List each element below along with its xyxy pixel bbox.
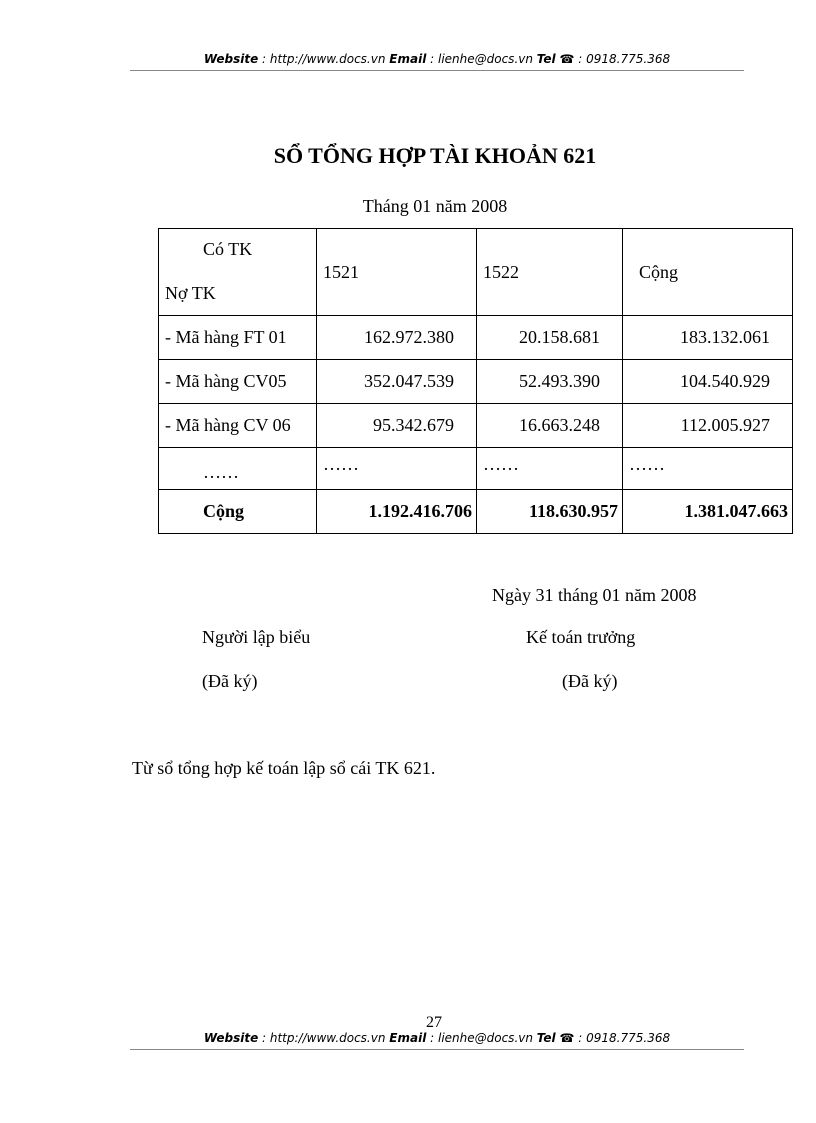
cell-value: 352.047.539 [317, 360, 477, 404]
row-label: - Mã hàng CV05 [159, 360, 317, 404]
website-value: : http://www.docs.vn [258, 1031, 390, 1045]
preparer-status: (Đã ký) [202, 671, 258, 691]
cell-value: …… [623, 448, 793, 490]
accountant-title: Kế toán trưởng [526, 627, 636, 647]
tel-value: : 0918.775.368 [574, 52, 671, 66]
page-number: 27 [426, 1014, 442, 1031]
credit-account-label: Có TK [203, 239, 253, 259]
column-header: 1521 [317, 229, 477, 316]
table-total-row [159, 490, 793, 534]
email-label: Email [389, 1031, 427, 1045]
website-label: Website [203, 52, 259, 66]
email-value: : lienhe@docs.vn [426, 52, 537, 66]
page-footer [130, 1031, 744, 1045]
cell-value: 95.342.679 [317, 404, 477, 448]
total-label: Cộng [159, 490, 317, 534]
total-value: 118.630.957 [477, 490, 623, 534]
cell-value: …… [317, 448, 477, 490]
total-value: 1.192.416.706 [317, 490, 477, 534]
cell-value: 104.540.929 [623, 360, 793, 404]
cell-value: 52.493.390 [477, 360, 623, 404]
tel-value: : 0918.775.368 [574, 1031, 671, 1045]
cell-value: 162.972.380 [317, 316, 477, 360]
column-header: Cộng [623, 229, 793, 316]
email-value: : lienhe@docs.vn [426, 1031, 537, 1045]
website-label: Website [203, 1031, 259, 1045]
footer-rule [130, 1049, 744, 1050]
email-label: Email [389, 52, 427, 66]
tel-label: Tel [536, 52, 556, 66]
table-header-row [159, 229, 793, 316]
preparer-title: Người lập biểu [202, 627, 311, 647]
header-corner-cell [159, 229, 317, 316]
body-paragraph: Từ sổ tổng hợp kế toán lập sổ cái TK 621. [132, 758, 436, 778]
page-title: SỔ TỔNG HỢP TÀI KHOẢN 621 [273, 143, 597, 168]
phone-icon: ☎ [559, 1031, 575, 1045]
cell-value: 20.158.681 [477, 316, 623, 360]
page-header [130, 52, 744, 66]
ledger-table [158, 228, 793, 534]
cell-value: 112.005.927 [623, 404, 793, 448]
page-subtitle: Tháng 01 năm 2008 [362, 196, 508, 216]
table-row [159, 448, 793, 490]
total-value: 1.381.047.663 [623, 490, 793, 534]
row-label: …… [159, 448, 317, 490]
header-rule [130, 70, 744, 71]
debit-account-label: Nợ TK [165, 283, 216, 303]
table-row [159, 316, 793, 360]
phone-icon: ☎ [559, 52, 575, 66]
row-label: - Mã hàng CV 06 [159, 404, 317, 448]
column-header: 1522 [477, 229, 623, 316]
table-row [159, 360, 793, 404]
table-row [159, 404, 793, 448]
cell-value: 16.663.248 [477, 404, 623, 448]
website-value: : http://www.docs.vn [258, 52, 390, 66]
accountant-status: (Đã ký) [562, 671, 618, 691]
date-line: Ngày 31 tháng 01 năm 2008 [492, 585, 697, 605]
tel-label: Tel [536, 1031, 556, 1045]
cell-value: …… [477, 448, 623, 490]
cell-value: 183.132.061 [623, 316, 793, 360]
row-label: - Mã hàng FT 01 [159, 316, 317, 360]
